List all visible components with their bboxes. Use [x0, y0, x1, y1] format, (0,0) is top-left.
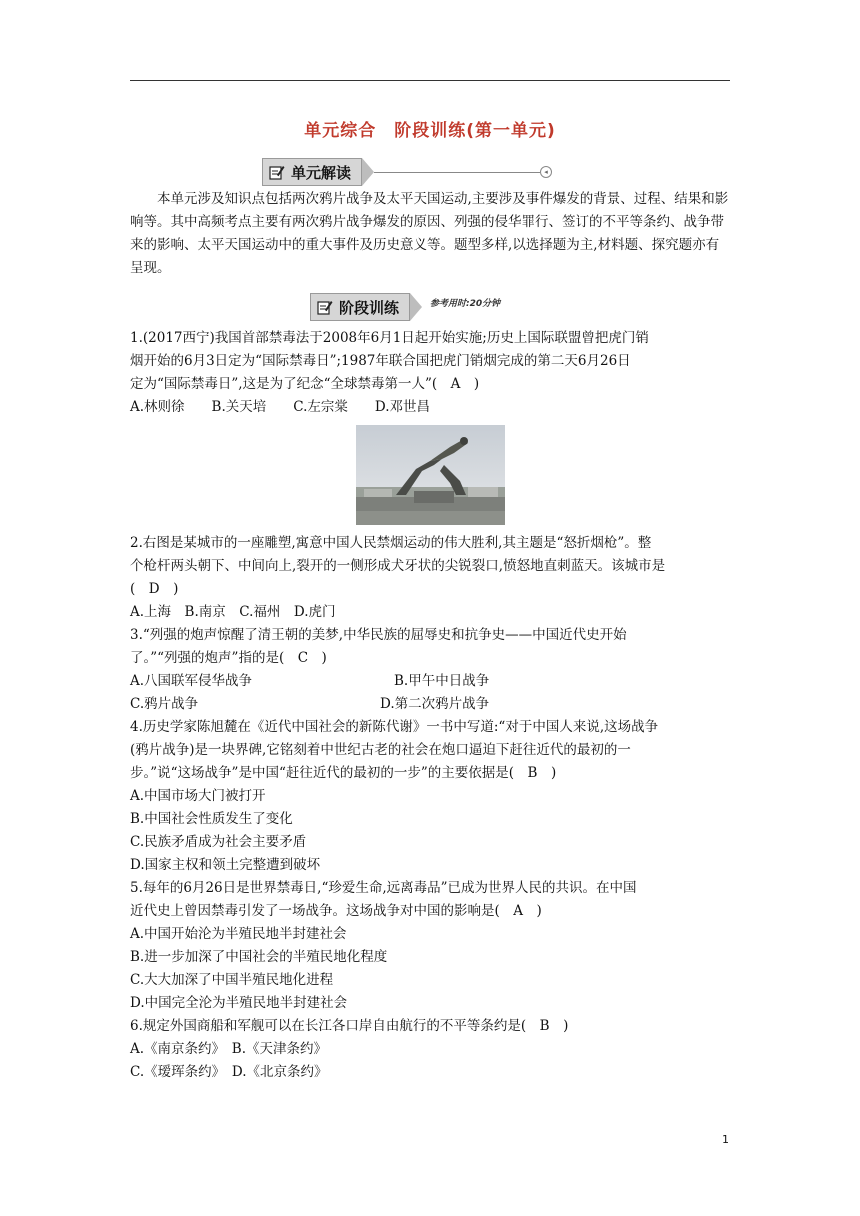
q3-option-c: C.鸦片战争: [130, 696, 199, 712]
q1-line-2: 烟开始的6月3日定为“国际禁毒日”;1987年联合国把虎门销烟完成的第二天6月26日: [130, 353, 631, 369]
q3-option-a: A.八国联军侵华战争: [130, 673, 253, 689]
q3-line-2: 了。”“列强的炮声”指的是( C ): [130, 650, 327, 666]
q4-option-c: C.民族矛盾成为社会主要矛盾: [130, 834, 307, 850]
q6-options-row-1: A.《南京条约》 B.《天津条约》: [130, 1041, 328, 1057]
q4-option-a: A.中国市场大门被打开: [130, 788, 266, 804]
page-title: 单元综合 阶段训练(第一单元): [304, 121, 556, 141]
intro-paragraph: 本单元涉及知识点包括两次鸦片战争及太平天国运动,主要涉及事件爆发的背景、过程、结果和影响等。其中高频考点主要有两次鸦片战争爆发的原因、列强的侵华罪行、签订的不平等条约、战争带来的影响、太平天国运动中的重大事件及历史意义等。题型多样,以选择题为主,材料题、探究题亦有呈现。: [130, 191, 729, 276]
q3-line-1: 3.“列强的炮声惊醒了清王朝的美梦,中华民族的屈辱史和抗争史——中国近代史开始: [130, 627, 627, 643]
banner-heading: 单元解读: [291, 163, 352, 182]
q5-line-2: 近代史上曾因禁毒引发了一场战争。这场战争对中国的影响是( A ): [130, 903, 542, 919]
section-banner-stage-training: [310, 293, 500, 321]
q2-options: A.上海 B.南京 C.福州 D.虎门: [130, 604, 336, 620]
q2-line-1: 2.右图是某城市的一座雕塑,寓意中国人民禁烟运动的伟大胜利,其主题是“怒折烟枪”。整: [130, 535, 652, 551]
q4-option-d: D.国家主权和领土完整遭到破坏: [130, 857, 321, 873]
q4-option-b: B.中国社会性质发生了变化: [130, 811, 293, 827]
q5-option-b: B.进一步加深了中国社会的半殖民地化程度: [130, 949, 388, 965]
banner-heading: 阶段训练: [339, 298, 400, 317]
q1-line-1: 1.(2017西宁)我国首部禁毒法于2008年6月1日起开始实施;历史上国际联盟曾把虎门销: [130, 330, 649, 346]
banner-endcap-icon: ◂: [540, 166, 552, 178]
pencil-note-icon: [269, 164, 285, 180]
q2-line-2: 个枪杆两头朝下、中间向上,裂开的一侧形成犬牙状的尖锐裂口,愤怒地直刺蓝天。该城市是: [130, 558, 666, 574]
banner-arrow: [362, 158, 374, 186]
q5-option-d: D.中国完全沦为半殖民地半封建社会: [130, 995, 348, 1011]
page-number: 1: [722, 1133, 729, 1146]
banner-line: [374, 172, 540, 173]
q3-option-b: B.甲午中日战争: [394, 673, 490, 689]
q3-option-d: D.第二次鸦片战争: [380, 696, 490, 712]
banner-box: [310, 293, 410, 321]
reference-time-note: 参考用时:20分钟: [430, 298, 501, 309]
q5-option-a: A.中国开始沦为半殖民地半封建社会: [130, 926, 347, 942]
q4-line-1: 4.历史学家陈旭麓在《近代中国社会的新陈代谢》一书中写道:“对于中国人来说,这场战争: [130, 719, 659, 735]
q1-line-3: 定为“国际禁毒日”,这是为了纪念“全球禁毒第一人”( A ): [130, 376, 480, 392]
q5-option-c: C.大大加深了中国半殖民地化进程: [130, 972, 334, 988]
sculpture-photo: [356, 425, 505, 525]
header-rule: [130, 80, 730, 81]
section-banner-unit-reading: [262, 158, 552, 186]
q1-options: A.林则徐 B.关天培 C.左宗棠 D.邓世昌: [130, 399, 431, 415]
q2-line-3: ( D ): [130, 581, 179, 597]
q4-line-2: (鸦片战争)是一块界碑,它铭刻着中世纪古老的社会在炮口逼迫下赶往近代的最初的一: [130, 742, 631, 758]
q5-line-1: 5.每年的6月26日是世界禁毒日,“珍爱生命,远离毒品”已成为世界人民的共识。在中国: [130, 880, 637, 896]
q4-line-3: 步。”说“这场战争”是中国“赶往近代的最初的一步”的主要依据是( B ): [130, 765, 557, 781]
q6-stem: 6.规定外国商船和军舰可以在长江各口岸自由航行的不平等条约是( B ): [130, 1018, 569, 1034]
banner-arrow: [410, 293, 422, 321]
banner-box: [262, 158, 362, 186]
pencil-note-icon: [317, 299, 333, 315]
q6-options-row-2: C.《瑷珲条约》 D.《北京条约》: [130, 1064, 328, 1080]
